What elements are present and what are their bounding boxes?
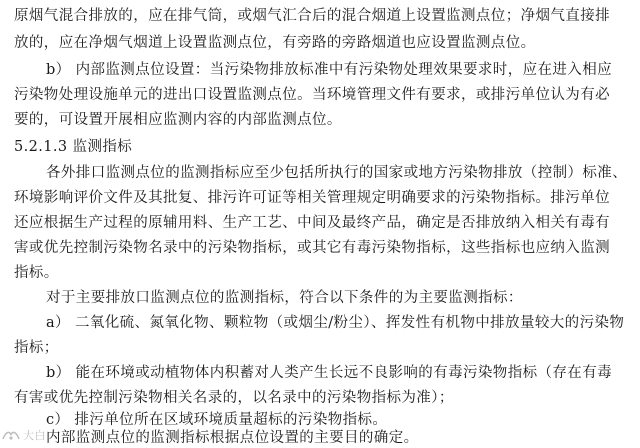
watermark bbox=[2, 425, 72, 445]
list-item-c: c） 排污单位所在区域环境质量超标的污染物指标。 bbox=[46, 412, 388, 428]
paragraph-start: 内部监测点位的监测指标根据点位设置的主要目的确定。 bbox=[46, 430, 419, 446]
list-item-b: b） 能在环境或动植物体内积蓄对人类产生长远不良影响的有毒污染物指标（存在有毒 bbox=[46, 365, 612, 381]
text-line: 原烟气混合排放的，应在排气筒，或烟气汇合后的混合烟道上设置监测点位；净烟气直接排 bbox=[14, 8, 610, 24]
text-line: 害或优先控制污染物名录中的污染物指标，或其它有毒污染物指标，这些指标也应纳入监测 bbox=[14, 240, 610, 256]
text-line: 污染物处理设施单元的进出口设置监测点位。当环境管理文件有要求，或排污单位认为有必 bbox=[14, 87, 610, 103]
text-line: 有害或优先控制污染物相关名录的，以名录中的污染物指标为准）； bbox=[14, 390, 454, 406]
section-heading: 5.2.1.3 监测指标 bbox=[14, 139, 133, 155]
paragraph-start: 各外排口监测点位的监测指标应至少包括所执行的国家或地方污染物排放（控制）标准、 bbox=[46, 165, 628, 181]
text-line: 要的，可设置开展相应监测内容的内部监测点位。 bbox=[14, 112, 342, 128]
text-line: 环境影响评价文件及其批复、排污许可证等相关管理规定明确要求的污染物指标。排污单位 bbox=[14, 190, 610, 206]
text-line: 放的，应在净烟气烟道上设置监测点位，有旁路的旁路烟道也应设置监测点位。 bbox=[14, 35, 536, 51]
watermark-text: 大白 bbox=[23, 429, 46, 442]
text-line: 还应根据生产过程的原辅用料、生产工艺、中间及最终产品，确定是否排放纳入相关有毒有 bbox=[14, 215, 610, 231]
list-item-b: b） 内部监测点位设置：当污染物排放标准中有污染物处理效果要求时，应在进入相应 bbox=[46, 62, 612, 78]
text-line: 指标。 bbox=[14, 265, 59, 281]
list-item-a: a） 二氧化硫、氮氧化物、颗粒物（或烟尘/粉尘）、挥发性有机物中排放量较大的污染物 bbox=[46, 315, 625, 331]
text-line: 指标； bbox=[14, 340, 59, 356]
logo-icon bbox=[2, 428, 20, 442]
paragraph-start: 对于主要排放口监测点位的监测指标，符合以下条件的为主要监测指标： bbox=[46, 290, 523, 306]
